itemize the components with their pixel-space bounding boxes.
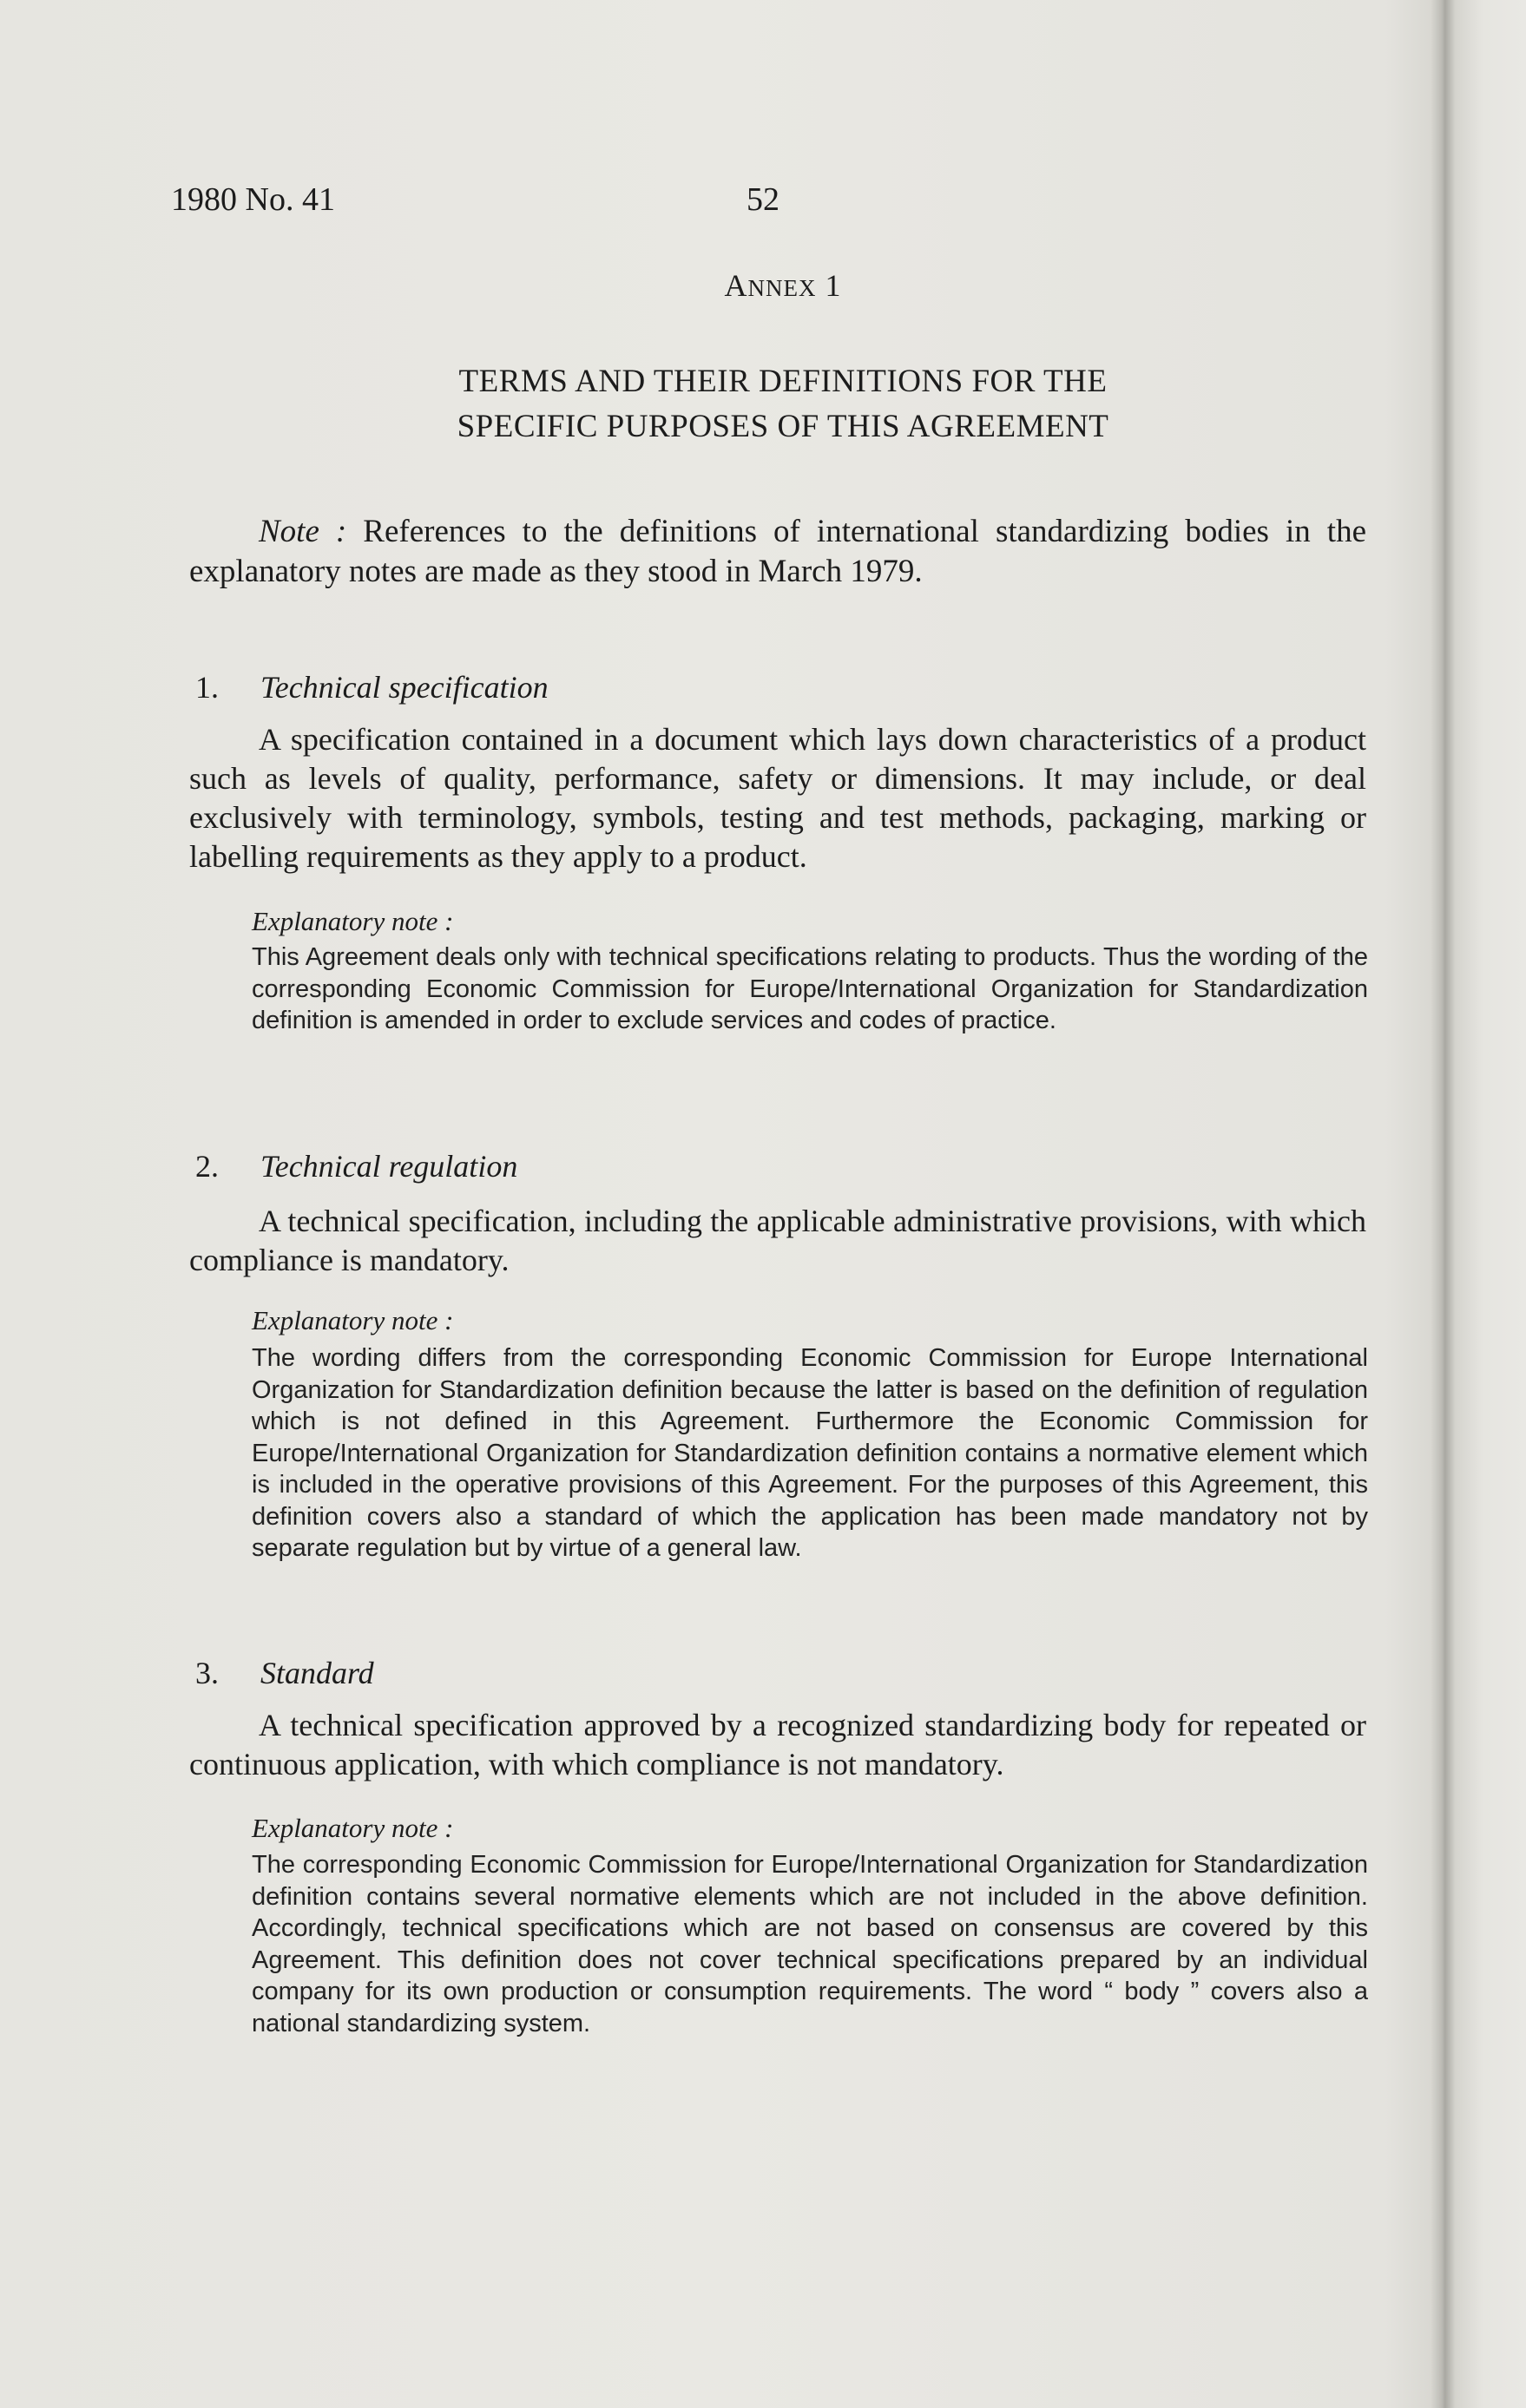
- section-3-heading: [195, 1654, 374, 1692]
- act-reference: 1980 No. 41: [171, 181, 335, 218]
- document-title: [0, 359, 1526, 449]
- annex-number: 1: [825, 268, 842, 303]
- section-2-explanatory-text: The wording differs from the corresponding Economic Commission for Europe International Organization for Standardization definition because the latter is based on the definition of regulation which is not defined in this Agreement. Furthermore the Economic Commission for Europe/International Organization for Standardization definition contains a normative element which is included in the operative provisions of this Agreement. For the purposes of this Agreement, this definition covers also a standard of which the application has been made mandatory not by separate regulation but by virtue of a general law.: [252, 1344, 1368, 1562]
- section-1-definition: A specification contained in a document which lays down characteristics of a product such as levels of quality, performance, safety or dimensions. It may include, or deal exclusively with terminology, symbols, testing and test methods, packaging, marking or labelling requirements as they apply to a product.: [189, 722, 1366, 874]
- title-line-2: SPECIFIC PURPOSES OF THIS AGREEMENT: [457, 409, 1109, 444]
- annex-heading: [0, 267, 1526, 304]
- note-text: References to the definitions of international standardizing bodies in the explanatory notes are made as they stood in March 1979.: [189, 514, 1366, 589]
- title-line-1: TERMS AND THEIR DEFINITIONS FOR THE: [458, 364, 1108, 399]
- section-2-title: Technical regulation: [260, 1149, 518, 1184]
- section-1-explanatory-label: Explanatory note :: [252, 906, 454, 936]
- section-1-explanatory-text: This Agreement deals only with technical specifications relating to products. Thus the wording of the corresponding Economic Commission for Europe/International Organization for Standardization definition is amended in order to exclude services and codes of practice.: [252, 943, 1368, 1034]
- section-3-explanatory-label: Explanatory note :: [252, 1813, 454, 1843]
- section-3-explanatory-text: The corresponding Economic Commission for Europe/International Organization for Standardization definition contains several normative elements which are not included in the above definition. Accordingly, technical specifications which are not based on consensus are covered by this Agreement. This definition does not cover technical specifications prepared by an individual company for its own production or consumption requirements. The word “ body ” covers also a national standardizing system.: [252, 1851, 1368, 2037]
- section-1-number: 1.: [195, 670, 219, 705]
- note-label: Note :: [259, 514, 347, 549]
- section-3-number: 3.: [195, 1656, 219, 1690]
- section-1-title: Technical specification: [260, 670, 549, 705]
- running-header: [0, 178, 1443, 221]
- annex-initial: A: [724, 268, 748, 303]
- section-2-heading: [195, 1147, 517, 1185]
- annex-word: NNEX: [747, 275, 817, 301]
- section-2-explanatory-label: Explanatory note :: [252, 1305, 454, 1335]
- page-number: 52: [747, 181, 779, 218]
- section-3-title: Standard: [260, 1656, 374, 1690]
- section-1-heading: [195, 668, 549, 706]
- section-3-definition: A technical specification approved by a recognized standardizing body for repeated or continuous application, with which compliance is not mandatory.: [189, 1708, 1366, 1781]
- section-2-number: 2.: [195, 1149, 219, 1184]
- section-2-definition: A technical specification, including the applicable administrative provisions, with which compliance is mandatory.: [189, 1204, 1366, 1277]
- intro-note: [189, 512, 1366, 592]
